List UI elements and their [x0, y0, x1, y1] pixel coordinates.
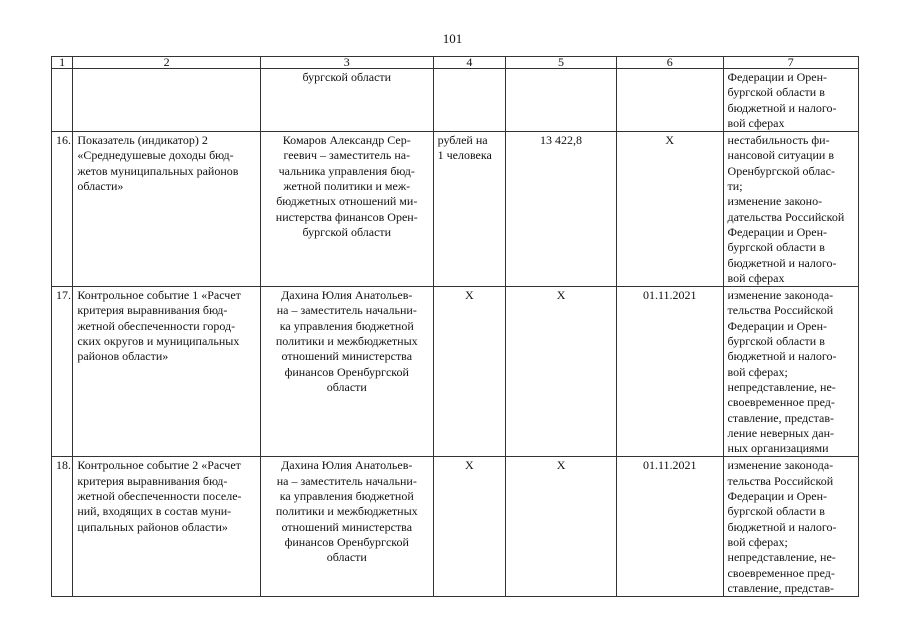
row-responsible: бургской области — [260, 69, 433, 132]
column-header: 5 — [506, 57, 617, 69]
row-name: Контрольное событие 2 «Расчет критерия выравнивания бюд- жетной обеспеченности поселе- ний, входящих в состав муни- ципальных районов области» — [73, 457, 261, 597]
row-responsible: Комаров Александр Сер- геевич – заместитель на- чальника управления бюд- жетной политики и меж- бюджетных отношений ми- нистерства финансов Орен- бургской области — [260, 132, 433, 287]
row-value: X — [506, 287, 617, 457]
row-date: 01.11.2021 — [616, 287, 723, 457]
row-number: 18. — [52, 457, 73, 597]
column-header: 1 — [52, 57, 73, 69]
row-number — [52, 69, 73, 132]
row-name: Показатель (индикатор) 2 «Среднедушевые доходы бюд- жетов муниципальных районов области» — [73, 132, 261, 287]
row-unit — [433, 69, 505, 132]
row-value: 13 422,8 — [506, 132, 617, 287]
page-number: 101 — [442, 31, 463, 46]
table-row — [52, 457, 859, 597]
document-table — [51, 56, 859, 597]
row-responsible: Дахина Юлия Анатольев- на – заместитель начальни- ка управления бюджетной политики и межбюджетных отношений министерства финансов Оренбургской области — [260, 287, 433, 457]
column-header: 3 — [260, 57, 433, 69]
row-number: 16. — [52, 132, 73, 287]
table-row — [52, 287, 859, 457]
table-row — [52, 69, 859, 132]
column-header: 2 — [73, 57, 261, 69]
row-risks: нестабильность фи- нансовой ситуации в Оренбургской облас- ти; изменение законо- дательства Российской Федерации и Орен- бургской области в бюджетной и налого- вой сферах — [723, 132, 858, 287]
column-header: 4 — [433, 57, 505, 69]
row-unit: рублей на 1 человека — [433, 132, 505, 287]
row-unit: X — [433, 457, 505, 597]
row-date: X — [616, 132, 723, 287]
row-value: X — [506, 457, 617, 597]
column-header: 6 — [616, 57, 723, 69]
row-date: 01.11.2021 — [616, 457, 723, 597]
row-date — [616, 69, 723, 132]
row-responsible: Дахина Юлия Анатольев- на – заместитель начальни- ка управления бюджетной политики и межбюджетных отношений министерства финансов Оренбургской области — [260, 457, 433, 597]
row-risks: изменение законода- тельства Российской Федерации и Орен- бургской области в бюджетной и налого- вой сферах; непредставление, не- своевременное пред- ставление, представ- ление неверных дан- ных организациями — [723, 287, 858, 457]
column-header: 7 — [723, 57, 858, 69]
row-name: Контрольное событие 1 «Расчет критерия выравнивания бюд- жетной обеспеченности город- ских округов и муниципальных районов области» — [73, 287, 261, 457]
table-row — [52, 132, 859, 287]
row-number: 17. — [52, 287, 73, 457]
row-risks: Федерации и Орен- бургской области в бюджетной и налого- вой сферах — [723, 69, 858, 132]
row-value — [506, 69, 617, 132]
row-name — [73, 69, 261, 132]
column-number-row — [52, 57, 859, 69]
row-risks: изменение законода- тельства Российской Федерации и Орен- бургской области в бюджетной и налого- вой сферах; непредставление, не- своевременное пред- ставление, представ- — [723, 457, 858, 597]
row-unit: X — [433, 287, 505, 457]
